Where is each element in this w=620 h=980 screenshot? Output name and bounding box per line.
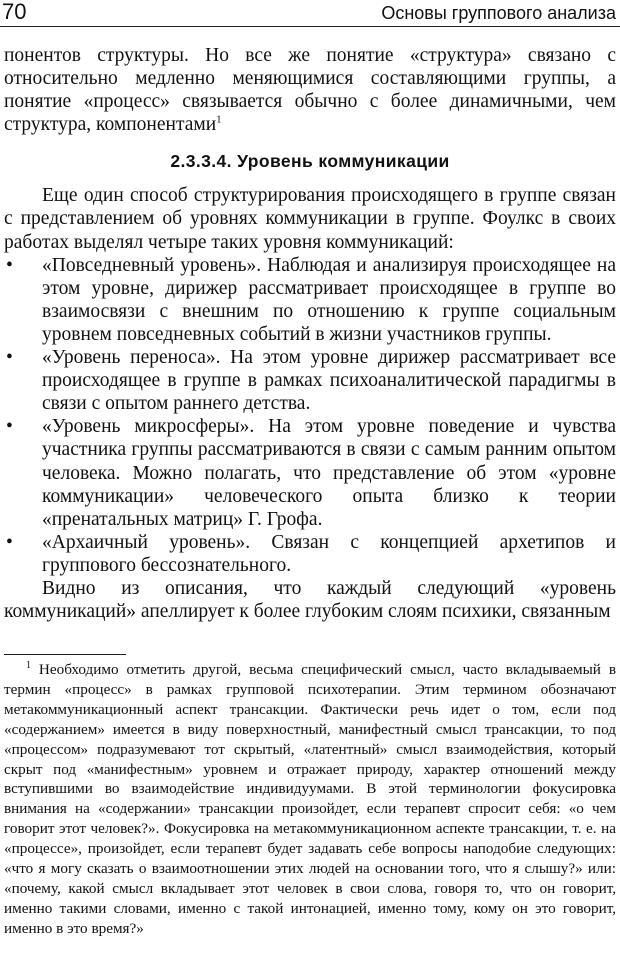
list-item [4,531,616,577]
list-item [4,346,616,415]
footnote [4,660,616,939]
running-header [0,0,620,30]
bullet-icon: • [6,531,13,553]
intro-paragraph: Еще один способ структурирования происходящего в группе связан с представлением об уровнях коммуникации в группе. Фоулкс в своих работах выделял четыре таких уровня коммуникаций: [4,185,616,253]
page-number: 70 [2,0,27,24]
bullet-icon: • [6,254,13,276]
section-heading: 2.3.3.4. Уровень коммуникации [170,151,450,172]
list-item [4,254,616,346]
list-item-text: «Архаичный уровень». Связан с концепцией архетипов и группового бессознательного. [42,531,616,576]
paragraph-continued [4,44,616,136]
list-item-text: «Уровень микросферы». На этом уровне поведение и чувства участника группы рассматриваются в связи с самым ранним опытом человека. Можно полагать, что представление об этом «уровне коммуникации» человеческого опыта близко к теории «пренатальных матриц» Г. Грофа. [42,416,616,530]
footnote-marker: 1 [26,659,31,671]
footnote-reference: 1 [216,113,222,126]
levels-list [4,254,616,577]
bullet-icon: • [6,347,13,369]
list-item-text: «Уровень переноса». На этом уровне дирижер рассматривает все происходящее в группе в рамках психоаналитической парадигмы в связи с опытом раннего детства. [42,347,616,415]
footnote-rule [4,654,126,655]
closing-paragraph: Видно из описания, что каждый следующий «уровень коммуникаций» апеллирует к более глубоким слоям психики, связанным [4,577,616,623]
list-item-text: «Повседневный уровень». Наблюдая и анализируя происходящее на этом уровне, дирижер рассматривает происходящее в группе во взаимосвязи с внешним по отношению к группе социальным уровнем повседневных событий в жизни участников группы. [42,254,616,345]
list-item [4,415,616,530]
paragraph-text: понентов структуры. Но все же понятие «структура» связано с относительно медленно меняющимися составляющими группы, а понятие «процесс» связывается обычно с более динамичными, чем структура, компонентами [4,45,616,136]
bullet-icon: • [6,416,13,438]
running-title: Основы группового анализа [381,3,616,23]
footnote-text: Необходимо отметить другой, весьма специфический смысл, часто вкладываемый в термин «процесс» в рамках групповой психотерапии. Этим термином обозначают метакоммуникационный аспект трансакции. Фактически речь идет о том, если под «содержанием» имеется в виду поверхностный, манифестный смысл трансакции, то под «процессом» подразумевают тот скрытый, «латентный» смысл взаимодействия, который скрыт под «манифестным» уровнем и отражает природу, характер отношений между вступившими во взаимодействие индивидуумами. В этой терминологии фокусировка внимания на «содержании» трансакции произойдет, если терапевт спросит себя: «о чем говорит этот человек?». Фокусировка на метакоммуникационном аспекте трансакции, т. е. на «процессе», произойдет, если терапевт будет задавать себе вопросы наподобие следующих: «что я могу сказать о взаимоотношении этих людей на основании того, что я слышу?» или: «почему, какой смысл вкладывает этот человек в свои слова, говоря то, что он говорит, именно такими словами, именно с такой интонацией, именно тому, кому он это говорит, именно в это время?» [4,661,617,937]
header-rule [0,26,620,27]
main-text [4,44,616,623]
